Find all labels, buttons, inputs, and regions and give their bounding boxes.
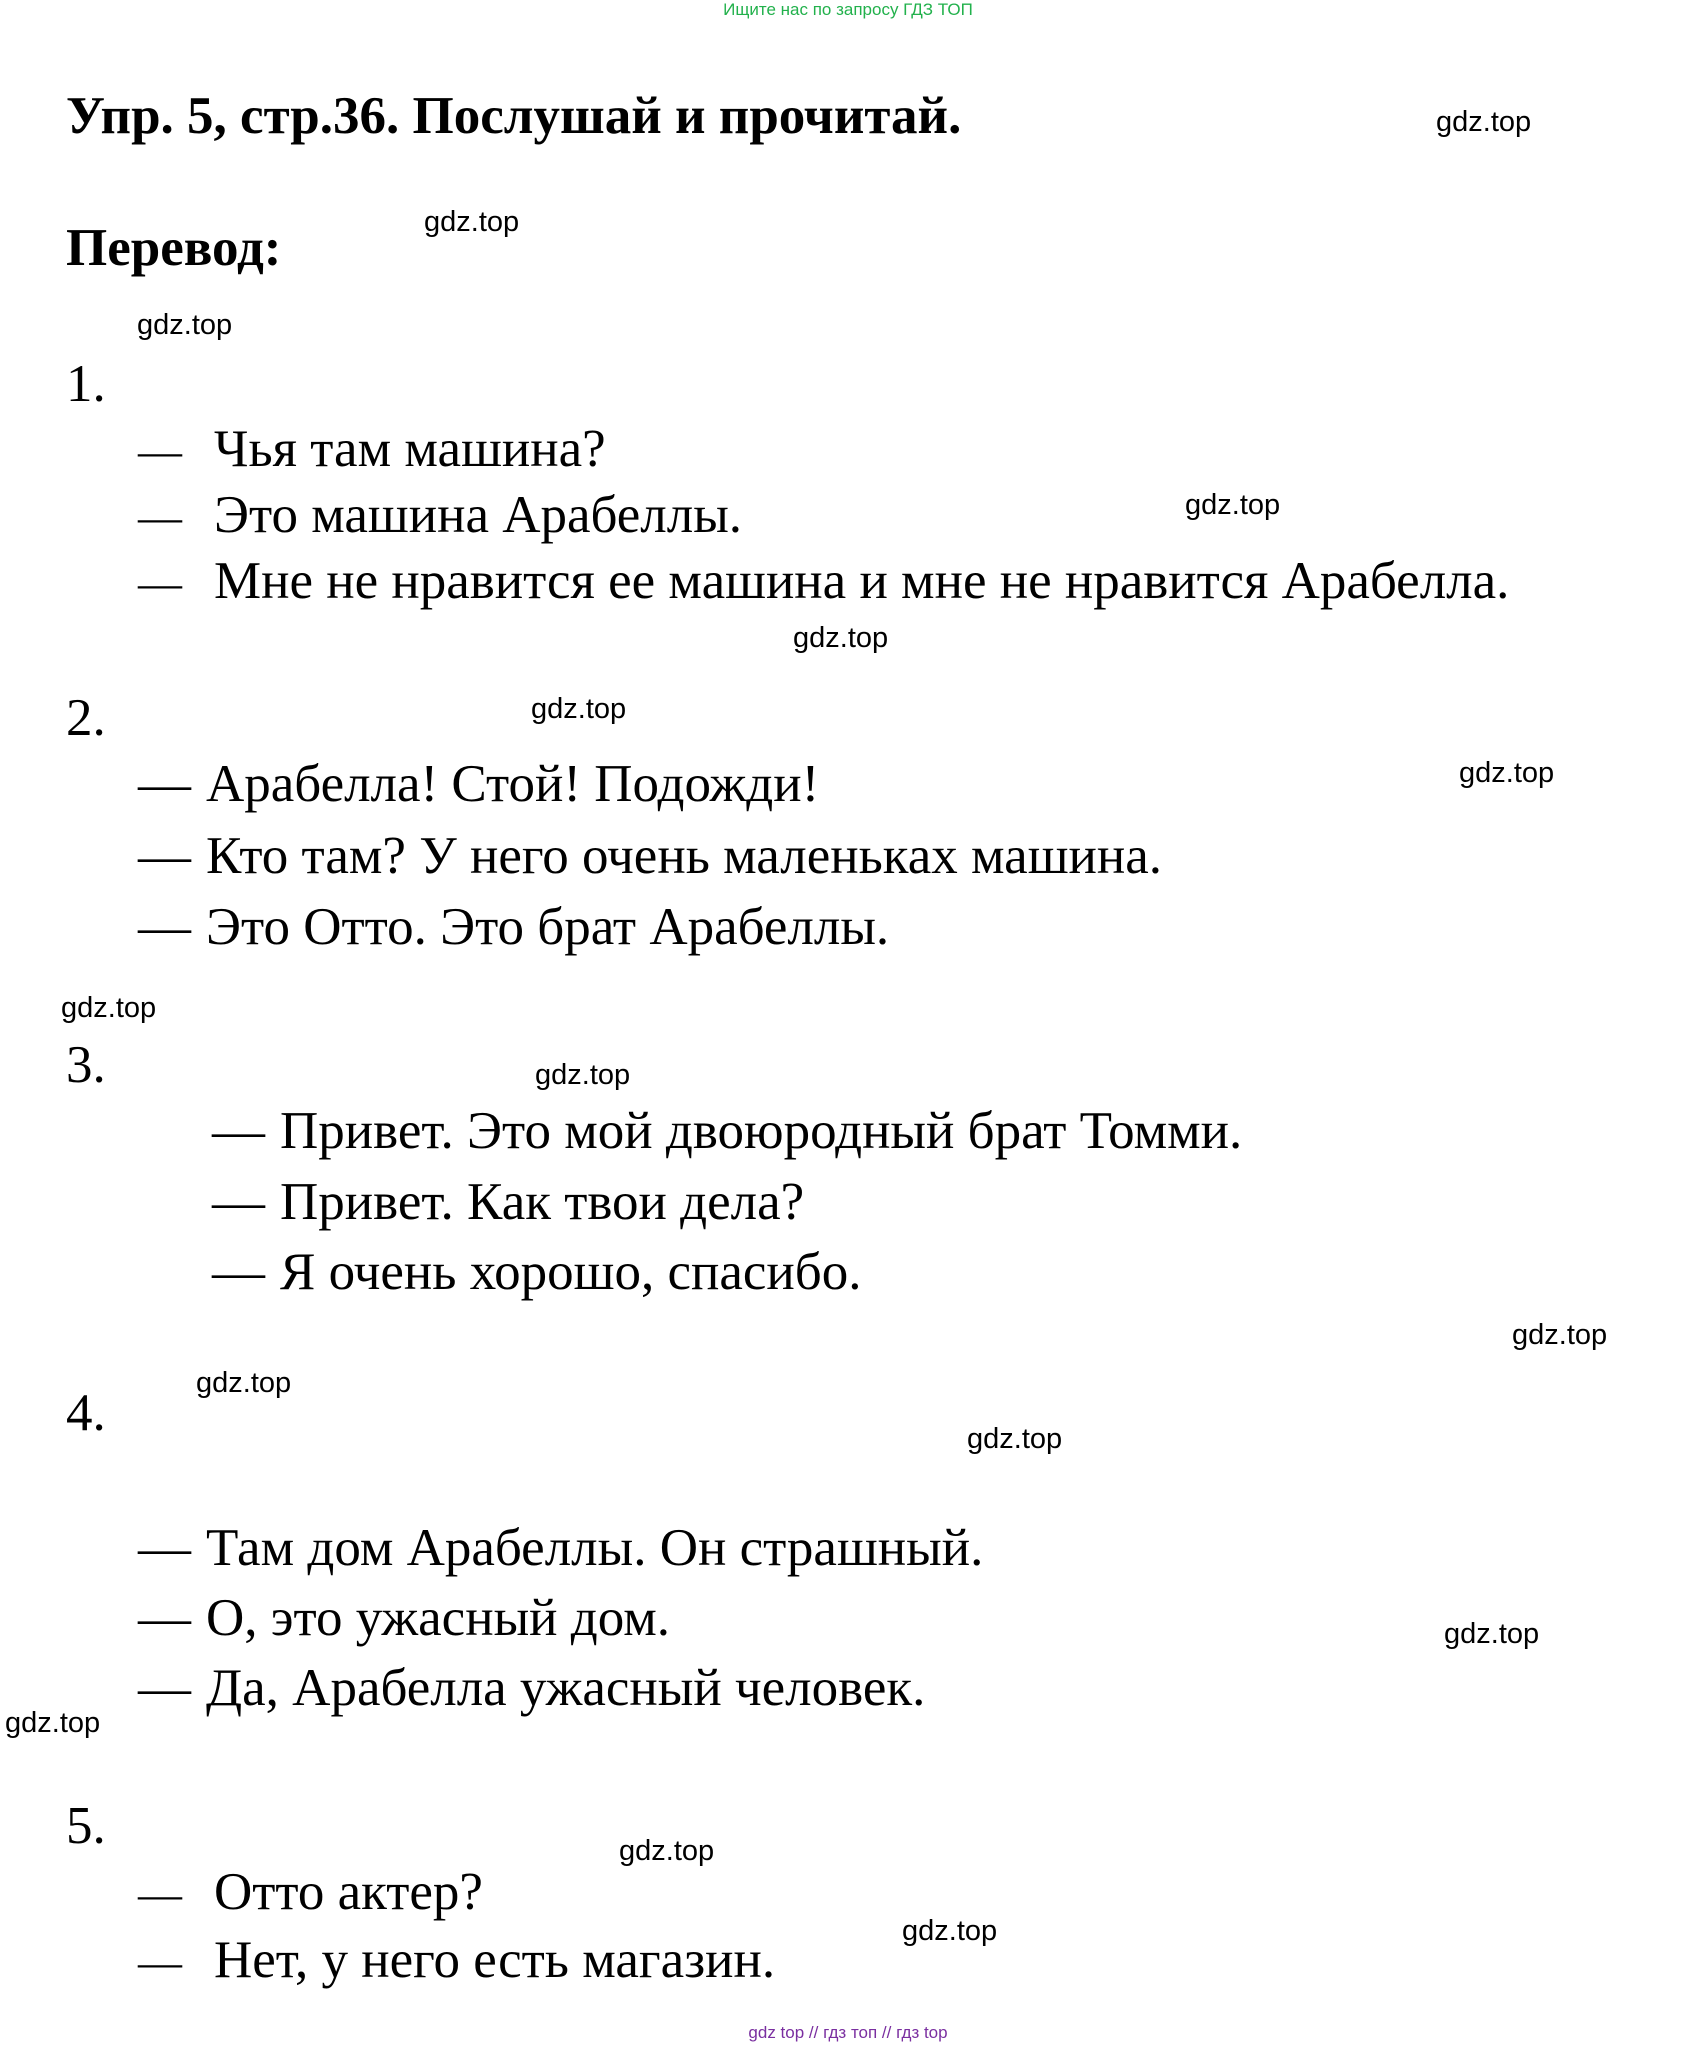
dash: — <box>138 427 182 476</box>
translation-heading: Перевод: <box>66 219 282 277</box>
footer-links[interactable]: gdz top // гдз топ // гдз top <box>748 2023 948 2042</box>
dialogue-line <box>138 827 1163 885</box>
line-text: Там дом Арабеллы. Он страшный. <box>206 1519 984 1577</box>
dash: — <box>138 898 191 956</box>
line-text: Мне не нравится ее машина и мне не нравится Арабелла. <box>214 552 1510 610</box>
dash: — <box>212 1102 265 1160</box>
dash: — <box>138 827 191 885</box>
watermark: gdz.top <box>1512 1319 1608 1351</box>
watermark: gdz.top <box>967 1423 1063 1455</box>
line-text: Привет. Это мой двоюродный брат Томми. <box>280 1102 1243 1160</box>
watermark: gdz.top <box>793 622 889 654</box>
watermark: gdz.top <box>619 1835 715 1867</box>
line-text: Арабелла! Стой! Подожди! <box>206 755 820 813</box>
watermark: gdz.top <box>1436 106 1532 138</box>
dash: — <box>138 1659 191 1717</box>
dialogue-line <box>138 1659 926 1717</box>
section-number: 2. <box>66 689 106 747</box>
section-number: 3. <box>66 1036 106 1094</box>
dash: — <box>138 493 182 542</box>
watermark: gdz.top <box>535 1059 631 1091</box>
watermark: gdz.top <box>1459 757 1555 789</box>
line-text: Это машина Арабеллы. <box>214 486 743 544</box>
top-banner[interactable]: Ищите нас по запросу ГДЗ ТОП <box>723 0 973 19</box>
dash: — <box>138 1519 191 1577</box>
dash: — <box>138 1589 191 1647</box>
line-text: Нет, у него есть магазин. <box>214 1931 776 1989</box>
page-title: Упр. 5, стр.36. Послушай и прочитай. <box>66 87 962 145</box>
line-text: Я очень хорошо, спасибо. <box>280 1243 862 1301</box>
dialogue-line <box>212 1102 1243 1160</box>
dialogue-line <box>138 1589 671 1647</box>
dash: — <box>138 755 191 813</box>
dialogue-line <box>212 1173 805 1231</box>
dash: — <box>138 1870 182 1919</box>
dialogue-line <box>212 1243 862 1301</box>
dash: — <box>138 1938 182 1987</box>
dialogue-line <box>138 1931 776 1989</box>
section-number: 5. <box>66 1797 106 1855</box>
watermark: gdz.top <box>1444 1618 1540 1650</box>
watermark: gdz.top <box>196 1367 292 1399</box>
dialogue-line <box>138 1519 984 1577</box>
section-number: 1. <box>66 355 106 413</box>
dialogue-line <box>138 898 890 956</box>
dialogue-line <box>138 552 1510 610</box>
dash: — <box>138 559 182 608</box>
watermark: gdz.top <box>531 693 627 725</box>
line-text: Да, Арабелла ужасный человек. <box>206 1659 926 1717</box>
line-text: Кто там? У него очень маленьках машина. <box>206 827 1163 885</box>
watermark: gdz.top <box>1185 489 1281 521</box>
dialogue-line <box>138 420 606 478</box>
watermark: gdz.top <box>5 1707 101 1739</box>
line-text: Привет. Как твои дела? <box>280 1173 805 1231</box>
line-text: Чья там машина? <box>214 420 606 478</box>
dialogue-line <box>138 1863 483 1921</box>
watermark: gdz.top <box>424 206 520 238</box>
watermark: gdz.top <box>137 309 233 341</box>
line-text: Это Отто. Это брат Арабеллы. <box>206 898 890 956</box>
dash: — <box>212 1173 265 1231</box>
watermark: gdz.top <box>61 992 157 1024</box>
dash: — <box>212 1243 265 1301</box>
line-text: О, это ужасный дом. <box>206 1589 671 1647</box>
dialogue-line <box>138 486 743 544</box>
line-text: Отто актер? <box>214 1863 483 1921</box>
watermark: gdz.top <box>902 1915 998 1947</box>
dialogue-line <box>138 755 820 813</box>
section-number: 4. <box>66 1384 106 1442</box>
